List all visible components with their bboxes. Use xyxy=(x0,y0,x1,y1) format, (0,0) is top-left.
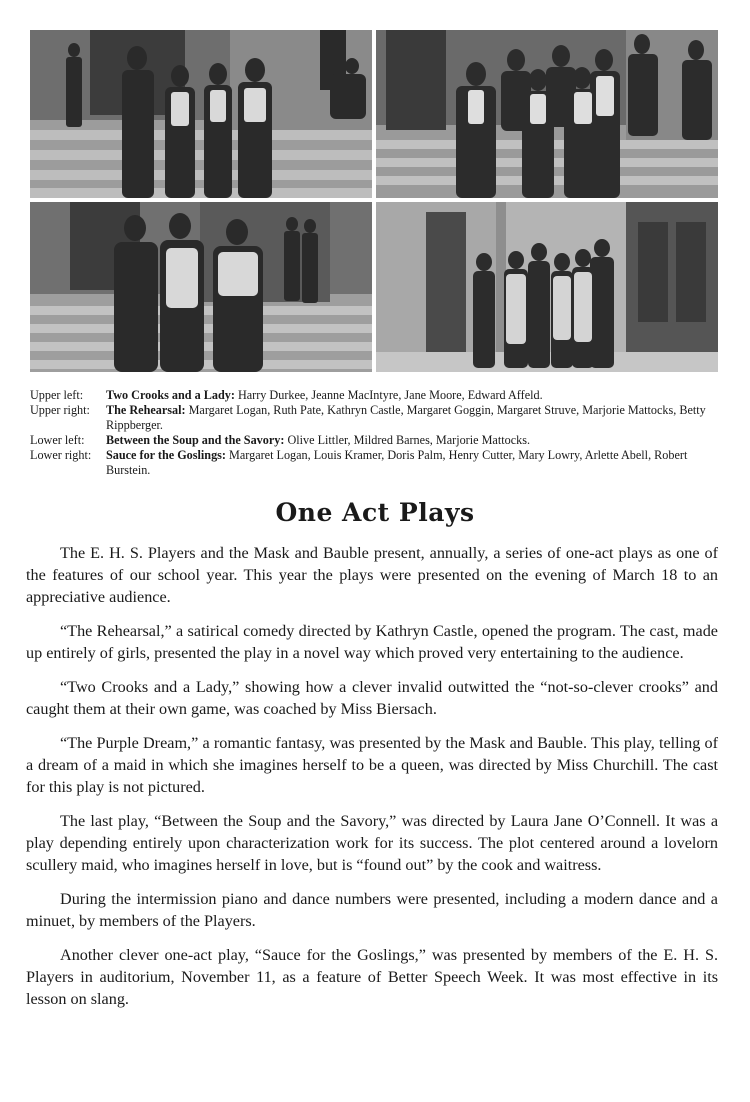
caption-upper-left xyxy=(30,388,730,403)
caption-title: Two Crooks and a Lady: xyxy=(106,388,235,402)
paragraph: Another clever one-act play, “Sauce for the Goslings,” was presented by members of the E. H. S. Players in auditorium, November 11, as a feature of Better Speech Week. It was most effective in its lesson on slang. xyxy=(26,946,718,1008)
paragraph: The E. H. S. Players and the Mask and Bauble present, annually, a series of one-act plays as one of the features of our school year. This year the plays were presented on the evening of March 18 to an appreciative audience. xyxy=(26,544,718,606)
paragraph: The last play, “Between the Soup and the Savory,” was directed by Laura Jane O’Connell. It was a play depending entirely upon characterization work for its success. The plot centered around a lovelorn scullery maid, who imagines herself in love, but is “found out” by the cook and waitress. xyxy=(26,812,718,874)
photo-upper-right xyxy=(376,30,718,198)
paragraph: “Two Crooks and a Lady,” showing how a clever invalid outwitted the “not-so-clever crooks” and caught them at their own game, was coached by Miss Biersach. xyxy=(26,678,718,718)
page-title: One Act Plays xyxy=(275,498,475,527)
caption-names: Olive Littler, Mildred Barnes, Marjorie Mattocks. xyxy=(287,433,530,447)
caption-title: Between the Soup and the Savory: xyxy=(106,433,285,447)
caption-lower-right xyxy=(30,448,730,478)
caption-position: Upper left: xyxy=(30,388,84,402)
caption-lower-left xyxy=(30,433,730,448)
caption-names: Margaret Logan, Louis Kramer, Doris Palm, Henry Cutter, Mary Lowry, Arlette Abell, Robert Burstein. xyxy=(106,448,688,477)
paragraph: “The Purple Dream,” a romantic fantasy, was presented by the Mask and Bauble. This play, telling of a dream of a maid in which she imagines herself to be a queen, was directed by Miss Churchill. The cast for this play is not pictured. xyxy=(26,734,718,796)
caption-position: Lower right: xyxy=(30,448,92,462)
caption-position: Upper right: xyxy=(30,403,90,417)
photo-upper-left xyxy=(30,30,372,198)
caption-names: Harry Durkee, Jeanne MacIntyre, Jane Moore, Edward Affeld. xyxy=(237,388,543,402)
caption-upper-right xyxy=(30,403,730,433)
caption-title: The Rehearsal: xyxy=(106,403,186,417)
photo-grid xyxy=(30,30,718,372)
article-body xyxy=(26,542,718,1022)
photo-lower-left xyxy=(30,202,372,372)
caption-position: Lower left: xyxy=(30,433,85,447)
paragraph: During the intermission piano and dance numbers were presented, including a modern dance and a minuet, by members of the Players. xyxy=(26,890,718,930)
paragraph: “The Rehearsal,” a satirical comedy directed by Kathryn Castle, opened the program. The cast, made up entirely of girls, presented the play in a novel way which proved very entertaining to the audience. xyxy=(26,622,718,662)
caption-title: Sauce for the Goslings: xyxy=(106,448,226,462)
photo-captions xyxy=(30,388,730,478)
photo-lower-right xyxy=(376,202,718,372)
caption-names: Margaret Logan, Ruth Pate, Kathryn Castle, Margaret Goggin, Margaret Struve, Marjorie Mattocks, Betty Rippberger. xyxy=(106,403,706,432)
